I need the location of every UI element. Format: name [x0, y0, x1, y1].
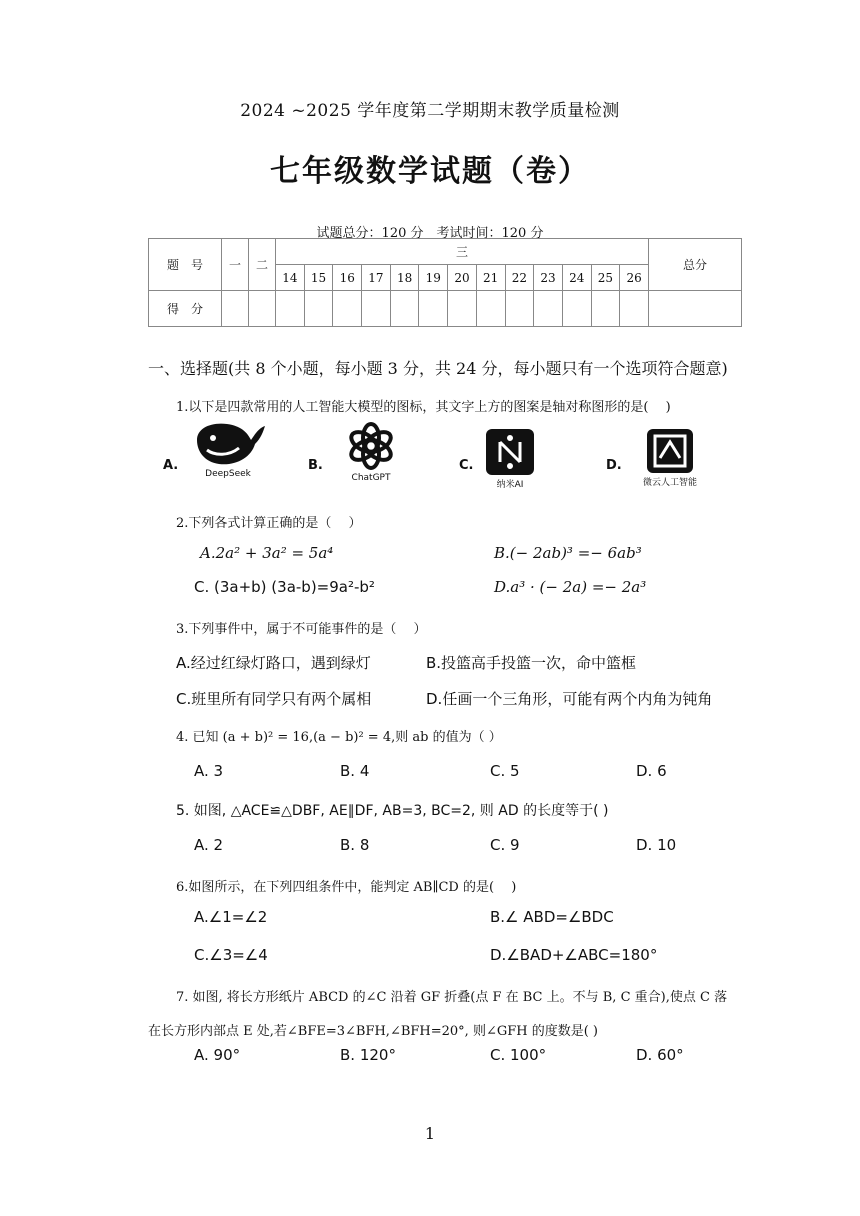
whale-icon: [189, 418, 267, 468]
score-cell: [362, 291, 391, 327]
q4-option-c: C. 5: [490, 762, 520, 780]
section-heading: 一、选择题(共 8 个小题，每小题 3 分，共 24 分，每小题只有一个选项符合题意): [148, 359, 728, 378]
q7-option-b: B. 120°: [340, 1046, 396, 1064]
q6-option-a: A.∠1=∠2: [194, 908, 268, 926]
logo-caption: ChatGPT: [351, 473, 391, 483]
table-num-cell: 19: [419, 265, 448, 291]
logo-caption: DeepSeek: [205, 469, 251, 479]
score-cell: [304, 291, 333, 327]
question-1-stem: 1.以下是四款常用的人工智能大模型的图标，其文字上方的图案是轴对称图形的是( ): [176, 400, 671, 415]
q2-option-b: B.(− 2ab)³ =− 6ab³: [494, 544, 642, 562]
q2-option-a: A.2a² + 3a² = 5a⁴: [200, 544, 334, 562]
q2-option-d: D.a³ · (− 2a) =− 2a³: [494, 578, 647, 596]
score-cell: [333, 291, 362, 327]
score-cell: [534, 291, 563, 327]
table-num-cell: 20: [448, 265, 477, 291]
q1-option-c-letter: C.: [459, 458, 474, 473]
table-num-cell: 26: [620, 265, 649, 291]
question-3-stem: 3.下列事件中，属于不可能事件的是（ ）: [176, 622, 427, 637]
table-total-label: 总分: [649, 239, 742, 291]
q5-option-c: C. 9: [490, 836, 520, 854]
q1-option-a-letter: A.: [163, 458, 179, 473]
q2-option-c: C. (3a+b) (3a-b)=9a²-b²: [194, 578, 375, 596]
table-score-label: 得 分: [149, 291, 222, 327]
table-num-cell: 25: [591, 265, 620, 291]
q3-option-d: D.任画一个三角形，可能有两个内角为钝角: [426, 690, 713, 708]
chatgpt-logo: [336, 420, 406, 483]
table-col-two: 二: [249, 239, 276, 291]
question-5-stem: 5. 如图, △ACE≌△DBF, AE∥DF, AB=3, BC=2, 则 AD 的长度等于( ): [176, 803, 609, 819]
openai-knot-icon: [345, 420, 397, 472]
table-num-cell: 16: [333, 265, 362, 291]
q3-option-b: B.投篮高手投篮一次，命中篮框: [426, 654, 637, 672]
nami-ai-icon: [485, 428, 535, 476]
q6-option-b: B.∠ ABD=∠BDC: [490, 908, 614, 926]
table-num-cell: 24: [562, 265, 591, 291]
score-cell: [649, 291, 742, 327]
exam-subtitle: 2024 ~2025 学年度第二学期期末教学质量检测: [240, 101, 620, 121]
score-cell: [476, 291, 505, 327]
score-cell: [505, 291, 534, 327]
score-cell: [249, 291, 276, 327]
score-cell: [591, 291, 620, 327]
table-num-cell: 22: [505, 265, 534, 291]
deepseek-logo: [188, 418, 268, 479]
table-num-cell: 21: [476, 265, 505, 291]
q5-option-b: B. 8: [340, 836, 370, 854]
q4-option-b: B. 4: [340, 762, 370, 780]
q3-option-a: A.经过红绿灯路口，遇到绿灯: [176, 654, 371, 672]
score-cell: [562, 291, 591, 327]
logo-caption: 纳米AI: [496, 480, 524, 490]
question-7-stem-line1: 7. 如图, 将长方形纸片 ABCD 的∠C 沿着 GF 折叠(点 F 在 BC 上。不与 B, C 重合),使点 C 落: [176, 990, 728, 1005]
page-number: 1: [424, 1124, 436, 1143]
table-num-cell: 17: [362, 265, 391, 291]
score-cell: [620, 291, 649, 327]
page-title: 七年级数学试题（卷）: [270, 154, 590, 189]
score-cell: [390, 291, 419, 327]
q7-option-c: C. 100°: [490, 1046, 547, 1064]
weiyun-ai-icon: [646, 428, 694, 474]
q5-option-d: D. 10: [636, 836, 677, 854]
score-cell: [448, 291, 477, 327]
q3-option-c: C.班里所有同学只有两个属相: [176, 690, 372, 708]
q1-option-d-letter: D.: [606, 458, 622, 473]
weiyun-logo: [630, 428, 710, 488]
score-table: [148, 238, 742, 327]
score-cell: [419, 291, 448, 327]
exam-meta: 试题总分：120 分 考试时间：120 分: [316, 226, 544, 241]
q4-option-a: A. 3: [194, 762, 224, 780]
score-cell: [276, 291, 305, 327]
score-cell: [222, 291, 249, 327]
table-col-one: 一: [222, 239, 249, 291]
q6-option-c: C.∠3=∠4: [194, 946, 268, 964]
q6-option-d: D.∠BAD+∠ABC=180°: [490, 946, 658, 964]
namiai-logo: [480, 428, 540, 490]
q5-option-a: A. 2: [194, 836, 224, 854]
table-num-cell: 23: [534, 265, 563, 291]
question-2-stem: 2.下列各式计算正确的是（ ）: [176, 516, 362, 531]
question-6-stem: 6.如图所示，在下列四组条件中，能判定 AB∥CD 的是( ): [176, 880, 517, 895]
q7-option-a: A. 90°: [194, 1046, 241, 1064]
table-num-cell: 15: [304, 265, 333, 291]
q4-option-d: D. 6: [636, 762, 667, 780]
table-col-three: 三: [276, 239, 649, 265]
table-num-cell: 18: [390, 265, 419, 291]
q7-option-d: D. 60°: [636, 1046, 684, 1064]
table-num-cell: 14: [276, 265, 305, 291]
question-7-stem-line2: 在长方形内部点 E 处,若∠BFE=3∠BFH,∠BFH=20°, 则∠GFH 的度数是( ): [148, 1024, 598, 1039]
q1-option-b-letter: B.: [308, 458, 323, 473]
question-4-stem: 4. 已知 (a + b)² = 16,(a − b)² = 4,则 ab 的值为（ ）: [176, 730, 502, 745]
logo-caption: 微云人工智能: [642, 478, 697, 488]
table-header-label: 题 号: [149, 239, 222, 291]
